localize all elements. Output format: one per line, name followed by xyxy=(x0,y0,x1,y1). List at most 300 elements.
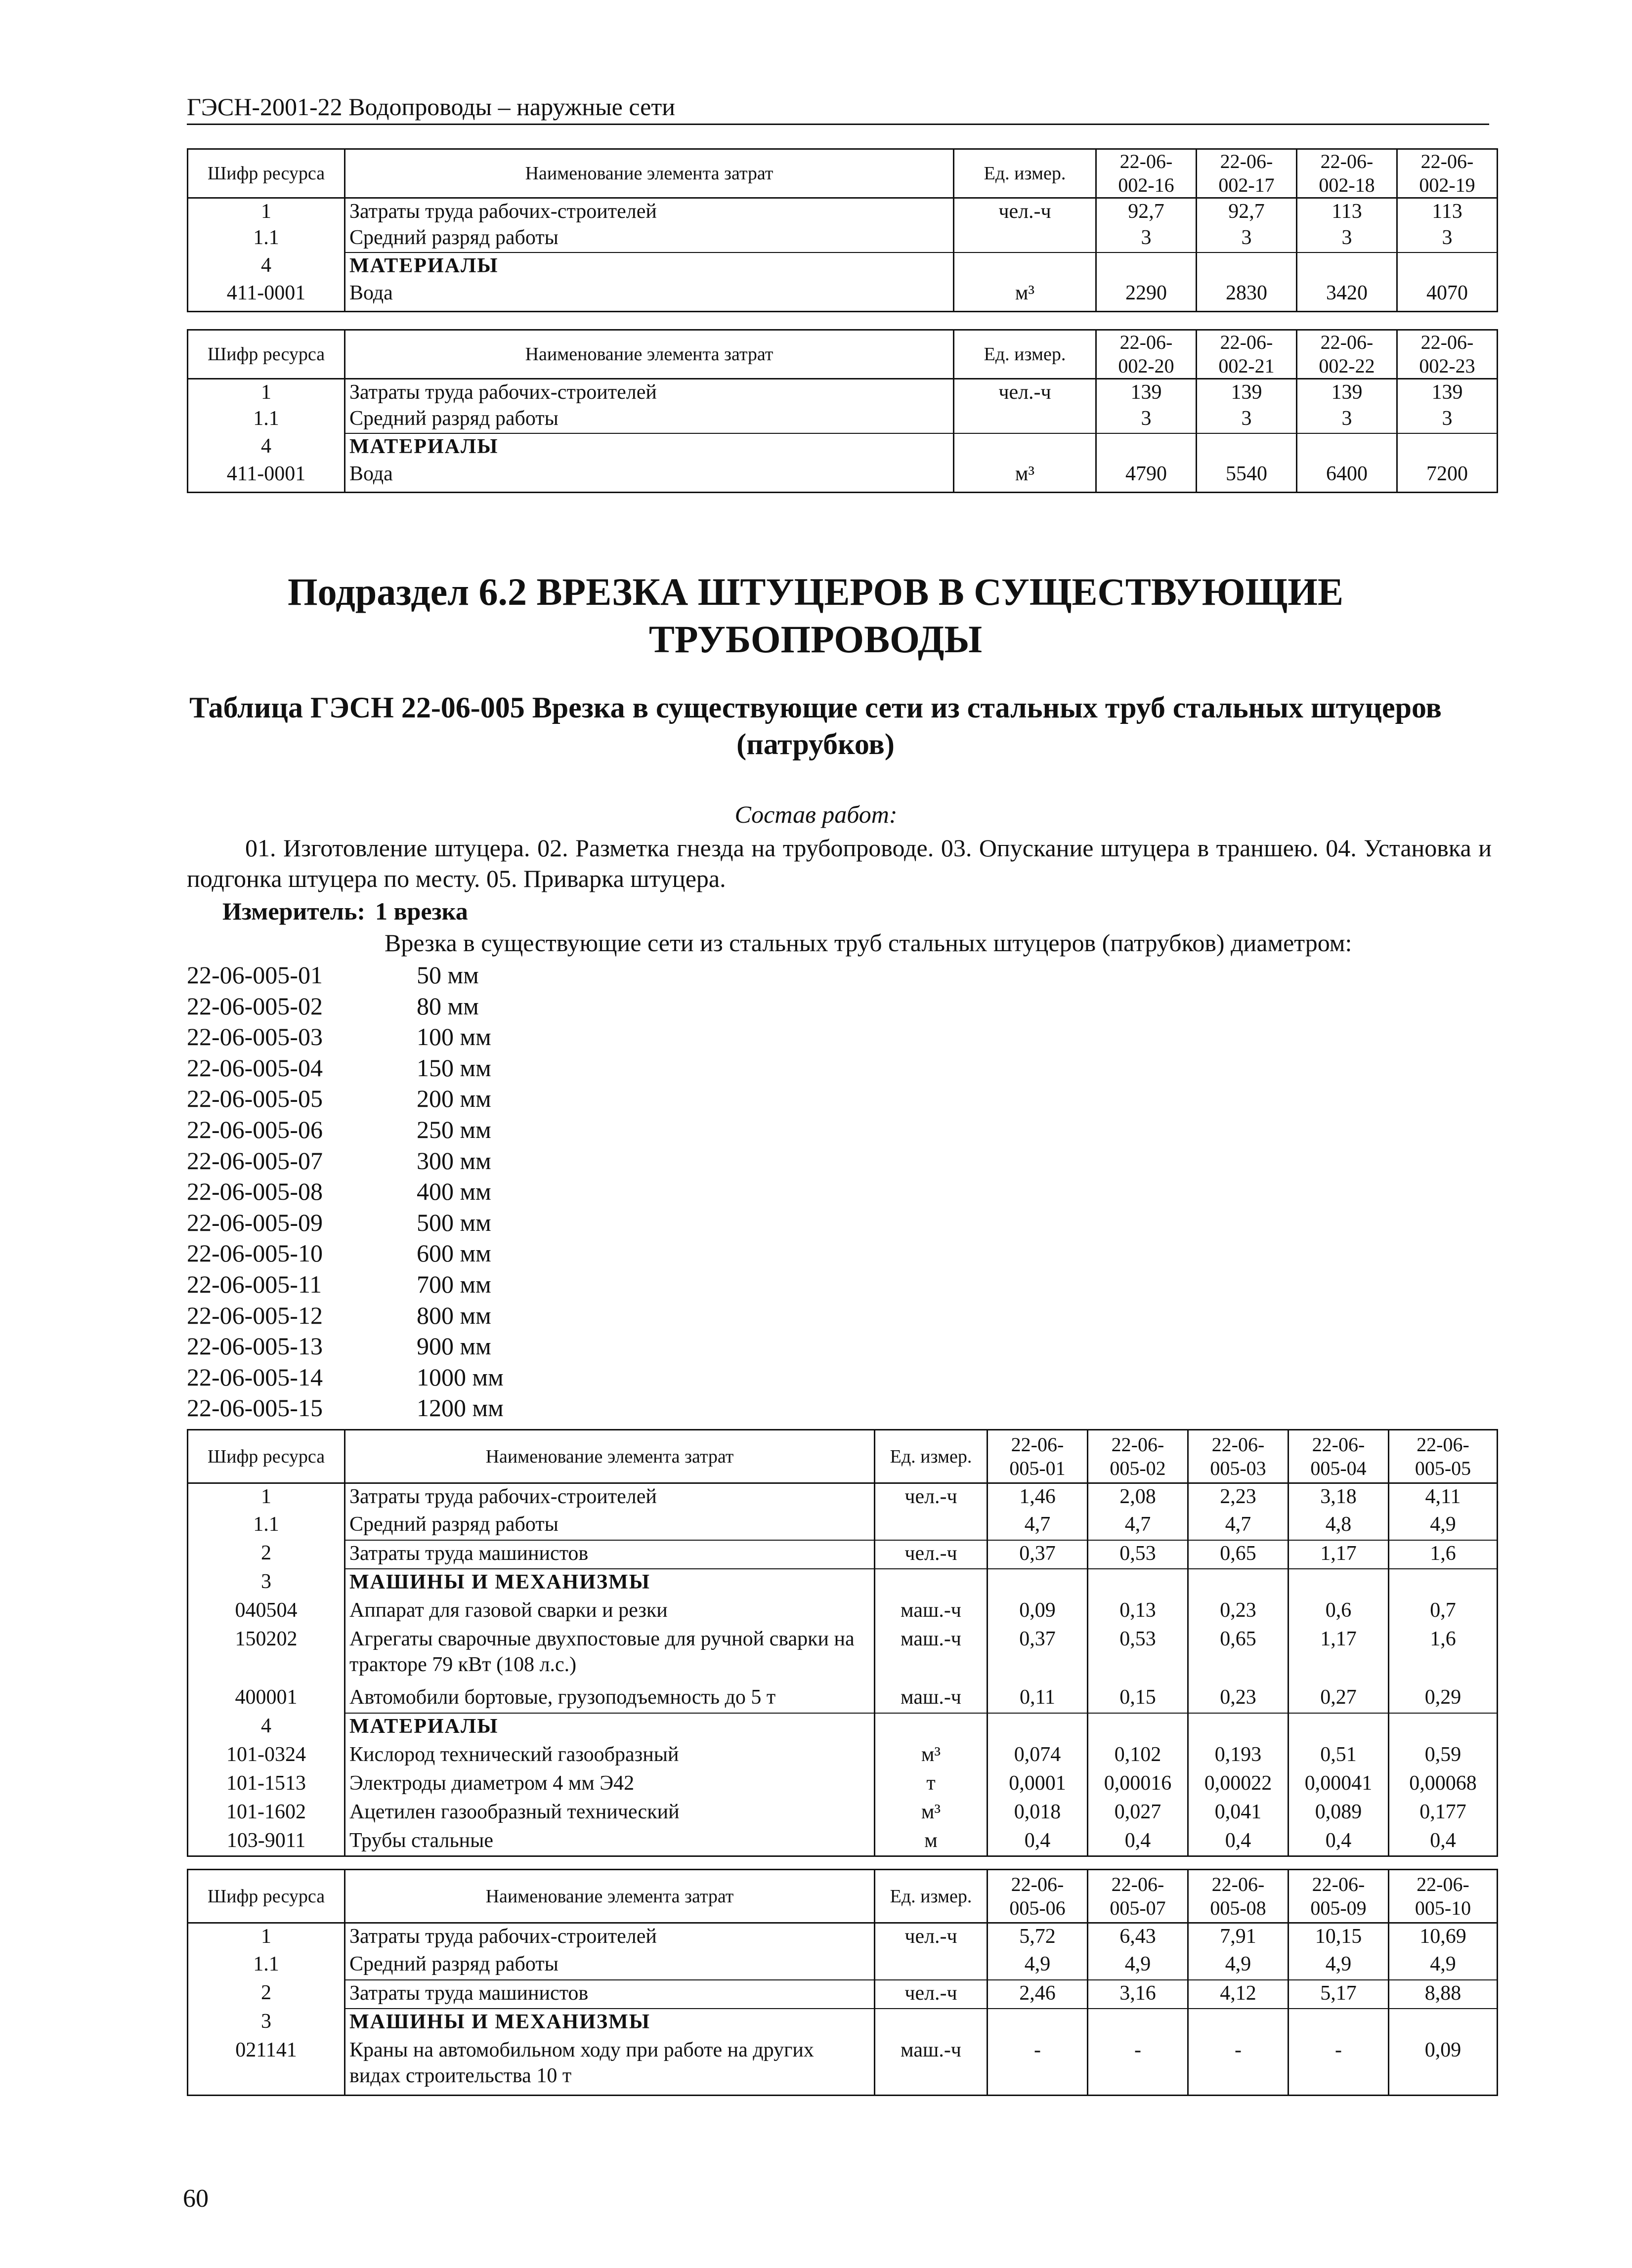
row-code: 021141 xyxy=(188,2037,345,2096)
table-row xyxy=(188,1483,1498,1512)
diameter-code: 22-06-005-12 xyxy=(187,1301,323,1329)
row-code: 4 xyxy=(188,433,345,461)
diameter-size: 600 мм xyxy=(417,1239,491,1267)
row-value: 2290 xyxy=(1096,280,1197,312)
row-name: Затраты труда рабочих-строителей xyxy=(345,1483,875,1512)
header-code: Шифр ресурса xyxy=(188,330,345,379)
diameter-code: 22-06-005-07 xyxy=(187,1146,323,1175)
row-value: 7,91 xyxy=(1188,1923,1288,1951)
diameter-list xyxy=(187,960,504,1424)
diameter-size: 250 мм xyxy=(417,1115,491,1143)
header-norm-code: 22-06- 002-19 xyxy=(1397,149,1498,198)
row-name: Затраты труда рабочих-строителей xyxy=(345,379,954,406)
row-value: 4,7 xyxy=(1088,1512,1188,1540)
row-name: Средний разряд работы xyxy=(345,406,954,433)
header-norm-code: 22-06- 002-16 xyxy=(1096,149,1197,198)
row-value: 0,37 xyxy=(988,1540,1088,1569)
row-name: Трубы стальные xyxy=(345,1828,875,1856)
row-unit: чел.-ч xyxy=(875,1483,988,1512)
table-row xyxy=(188,1569,1498,1597)
diameter-row xyxy=(187,1021,504,1052)
header-norm-code: 22-06- 005-08 xyxy=(1188,1870,1288,1923)
row-value: 0,4 xyxy=(1389,1828,1498,1856)
diameter-row xyxy=(187,1207,504,1238)
row-value: 1,17 xyxy=(1288,1626,1389,1684)
row-value: - xyxy=(988,2037,1088,2096)
table-row xyxy=(188,198,1498,225)
diameter-code: 22-06-005-13 xyxy=(187,1332,323,1360)
diameter-size: 150 мм xyxy=(417,1053,491,1082)
table-row xyxy=(188,280,1498,312)
row-name: Автомобили бортовые, грузоподъемность до 5 т xyxy=(345,1684,875,1713)
row-value: 0,23 xyxy=(1188,1684,1288,1713)
diameter-row xyxy=(187,1362,504,1393)
diameter-row xyxy=(187,1176,504,1207)
header-norm-code: 22-06- 005-06 xyxy=(988,1870,1088,1923)
diameter-row xyxy=(187,1238,504,1269)
row-value: 3 xyxy=(1397,225,1498,252)
row-code: 4 xyxy=(188,1713,345,1742)
row-value: 2,23 xyxy=(1188,1483,1288,1512)
row-value xyxy=(1288,2009,1389,2037)
row-name: Вода xyxy=(345,280,954,312)
row-value: 3,18 xyxy=(1288,1483,1389,1512)
row-value: 113 xyxy=(1397,198,1498,225)
row-value: 0,65 xyxy=(1188,1626,1288,1684)
header-name: Наименование элемента затрат xyxy=(345,149,954,198)
row-value: 0,00041 xyxy=(1288,1770,1389,1799)
row-code: 2 xyxy=(188,1980,345,2009)
diameter-size: 1000 мм xyxy=(417,1363,504,1391)
diameter-code: 22-06-005-02 xyxy=(187,992,323,1020)
row-code: 1 xyxy=(188,1923,345,1951)
row-unit: маш.-ч xyxy=(875,2037,988,2096)
header-norm-code: 22-06- 005-01 xyxy=(988,1430,1088,1483)
row-value: 3420 xyxy=(1297,280,1397,312)
row-value: 0,13 xyxy=(1088,1597,1188,1626)
diameter-code: 22-06-005-08 xyxy=(187,1177,323,1206)
row-unit xyxy=(954,252,1096,280)
row-unit: м xyxy=(875,1828,988,1856)
diameter-code: 22-06-005-11 xyxy=(187,1270,322,1298)
row-value: 1,46 xyxy=(988,1483,1088,1512)
row-value: 139 xyxy=(1197,379,1297,406)
cost-table-2 xyxy=(187,329,1498,493)
header-name: Наименование элемента затрат xyxy=(345,330,954,379)
row-value: 0,0001 xyxy=(988,1770,1088,1799)
diameter-size: 80 мм xyxy=(417,992,479,1020)
row-value: 4,9 xyxy=(1389,1951,1498,1980)
row-value: 0,4 xyxy=(1288,1828,1389,1856)
row-value: 0,4 xyxy=(988,1828,1088,1856)
header-norm-code: 22-06- 002-22 xyxy=(1297,330,1397,379)
row-value: 92,7 xyxy=(1096,198,1197,225)
diameter-size: 200 мм xyxy=(417,1085,491,1113)
row-value xyxy=(1397,252,1498,280)
row-value: - xyxy=(1288,2037,1389,2096)
row-code: 1 xyxy=(188,198,345,225)
row-code: 101-1602 xyxy=(188,1799,345,1828)
row-unit xyxy=(954,406,1096,433)
row-unit: м³ xyxy=(954,280,1096,312)
row-value xyxy=(1288,1569,1389,1597)
row-value xyxy=(1297,252,1397,280)
row-value: 3 xyxy=(1397,406,1498,433)
table-row xyxy=(188,1540,1498,1569)
row-unit: чел.-ч xyxy=(954,198,1096,225)
header-norm-code: 22-06- 002-17 xyxy=(1197,149,1297,198)
table-header-row xyxy=(188,1870,1498,1923)
header-norm-code: 22-06- 002-23 xyxy=(1397,330,1498,379)
table-row xyxy=(188,1626,1498,1684)
row-code: 150202 xyxy=(188,1626,345,1684)
row-value: 4070 xyxy=(1397,280,1498,312)
row-code: 1.1 xyxy=(188,406,345,433)
row-code: 1 xyxy=(188,1483,345,1512)
row-code: 101-0324 xyxy=(188,1742,345,1770)
row-name: Краны на автомобильном ходу при работе на других видах строительства 10 т xyxy=(345,2037,875,2096)
page-number: 60 xyxy=(183,2184,209,2213)
row-unit: м³ xyxy=(875,1742,988,1770)
row-value: 8,88 xyxy=(1389,1980,1498,2009)
row-name: Аппарат для газовой сварки и резки xyxy=(345,1597,875,1626)
row-code: 411-0001 xyxy=(188,461,345,493)
row-value xyxy=(988,1569,1088,1597)
row-name: Затраты труда рабочих-строителей xyxy=(345,198,954,225)
row-value xyxy=(1096,252,1197,280)
row-value xyxy=(1197,252,1297,280)
subsection-title: Подраздел 6.2 ВРЕЗКА ШТУЦЕРОВ В СУЩЕСТВУЮЩИЕ ТРУБОПРОВОДЫ xyxy=(288,570,1343,661)
row-name: МАТЕРИАЛЫ xyxy=(345,433,954,461)
row-value: 0,00022 xyxy=(1188,1770,1288,1799)
row-value xyxy=(1088,2009,1188,2037)
row-value: 10,69 xyxy=(1389,1923,1498,1951)
composition-text: 01. Изготовление штуцера. 02. Разметка гнезда на трубопроводе. 03. Опускание штуцера в траншею. 04. Установка и подгонка штуцера по месту. 05. Приварка штуцера. xyxy=(187,834,1492,892)
header-norm-code: 22-06- 002-18 xyxy=(1297,149,1397,198)
row-name: Агрегаты сварочные двухпостовые для ручной сварки на тракторе 79 кВт (108 л.с.) xyxy=(345,1626,875,1684)
row-value: 7200 xyxy=(1397,461,1498,493)
row-value: 0,15 xyxy=(1088,1684,1188,1713)
row-value: 0,177 xyxy=(1389,1799,1498,1828)
row-value: 139 xyxy=(1397,379,1498,406)
row-value: 0,51 xyxy=(1288,1742,1389,1770)
table-row xyxy=(188,252,1498,280)
cost-table-3 xyxy=(187,1429,1498,1857)
row-value: 3 xyxy=(1197,225,1297,252)
row-value xyxy=(1197,433,1297,461)
row-value: 2830 xyxy=(1197,280,1297,312)
row-unit: маш.-ч xyxy=(875,1684,988,1713)
row-value: 5,17 xyxy=(1288,1980,1389,2009)
row-value: 4,7 xyxy=(988,1512,1088,1540)
row-value: 0,089 xyxy=(1288,1799,1389,1828)
row-code: 1 xyxy=(188,379,345,406)
table-row xyxy=(188,1684,1498,1713)
header-unit: Ед. измер. xyxy=(954,149,1096,198)
meter-label: Измеритель: xyxy=(222,897,366,925)
row-code: 1.1 xyxy=(188,1951,345,1980)
diameter-row xyxy=(187,1145,504,1176)
row-value: 0,09 xyxy=(988,1597,1088,1626)
row-value xyxy=(1088,1569,1188,1597)
header-name: Наименование элемента затрат xyxy=(345,1430,875,1483)
diameter-row xyxy=(187,1114,504,1145)
row-unit: чел.-ч xyxy=(875,1980,988,2009)
header-norm-code: 22-06- 005-09 xyxy=(1288,1870,1389,1923)
row-code: 103-9011 xyxy=(188,1828,345,1856)
row-value: 2,46 xyxy=(988,1980,1088,2009)
header-code: Шифр ресурса xyxy=(188,149,345,198)
row-value: 113 xyxy=(1297,198,1397,225)
header-norm-code: 22-06- 005-02 xyxy=(1088,1430,1188,1483)
row-value xyxy=(1188,1713,1288,1742)
row-value: 0,018 xyxy=(988,1799,1088,1828)
row-unit xyxy=(875,1569,988,1597)
diameter-code: 22-06-005-14 xyxy=(187,1363,323,1391)
row-name: Средний разряд работы xyxy=(345,1512,875,1540)
row-value xyxy=(1389,1569,1498,1597)
header-name: Наименование элемента затрат xyxy=(345,1870,875,1923)
diameter-code: 22-06-005-15 xyxy=(187,1394,323,1422)
diameter-code: 22-06-005-04 xyxy=(187,1053,323,1082)
row-name: Кислород технический газообразный xyxy=(345,1742,875,1770)
diameter-size: 500 мм xyxy=(417,1208,491,1236)
diameter-code: 22-06-005-06 xyxy=(187,1115,323,1143)
row-value: 0,4 xyxy=(1188,1828,1288,1856)
table-row xyxy=(188,2009,1498,2037)
row-value: 0,11 xyxy=(988,1684,1088,1713)
row-value xyxy=(988,1713,1088,1742)
table-row xyxy=(188,1923,1498,1951)
row-value: 4790 xyxy=(1096,461,1197,493)
row-value: 3 xyxy=(1297,406,1397,433)
header-code: Шифр ресурса xyxy=(188,1870,345,1923)
header-unit: Ед. измер. xyxy=(954,330,1096,379)
header-norm-code: 22-06- 005-07 xyxy=(1088,1870,1188,1923)
row-name: Ацетилен газообразный технический xyxy=(345,1799,875,1828)
row-unit xyxy=(954,433,1096,461)
row-code: 4 xyxy=(188,252,345,280)
row-value: 2,08 xyxy=(1088,1483,1188,1512)
row-unit: чел.-ч xyxy=(954,379,1096,406)
row-value: 0,074 xyxy=(988,1742,1088,1770)
running-header: ГЭСН-2001-22 Водопроводы – наружные сети xyxy=(187,92,1489,125)
diameter-row xyxy=(187,1052,504,1084)
diameter-row xyxy=(187,960,504,991)
table-row xyxy=(188,406,1498,433)
row-value: 6,43 xyxy=(1088,1923,1188,1951)
header-unit: Ед. измер. xyxy=(875,1870,988,1923)
row-value xyxy=(1389,1713,1498,1742)
row-value: 4,9 xyxy=(1188,1951,1288,1980)
row-code: 040504 xyxy=(188,1597,345,1626)
composition-heading: Состав работ: xyxy=(734,800,898,828)
row-unit xyxy=(954,225,1096,252)
table-row xyxy=(188,461,1498,493)
row-code: 2 xyxy=(188,1540,345,1569)
table-row xyxy=(188,1597,1498,1626)
table-row xyxy=(188,225,1498,252)
row-value: 3 xyxy=(1096,406,1197,433)
table-row xyxy=(188,2037,1498,2096)
row-unit: м³ xyxy=(875,1799,988,1828)
row-value: 4,9 xyxy=(1288,1951,1389,1980)
diameter-code: 22-06-005-03 xyxy=(187,1023,323,1051)
diameter-size: 700 мм xyxy=(417,1270,491,1298)
row-value: 4,7 xyxy=(1188,1512,1288,1540)
header-norm-code: 22-06- 002-20 xyxy=(1096,330,1197,379)
row-value: 0,00016 xyxy=(1088,1770,1188,1799)
row-value: 0,00068 xyxy=(1389,1770,1498,1799)
table-row xyxy=(188,1742,1498,1770)
row-value: 0,53 xyxy=(1088,1626,1188,1684)
row-unit xyxy=(875,1713,988,1742)
diameter-code: 22-06-005-05 xyxy=(187,1085,323,1113)
row-unit xyxy=(875,2009,988,2037)
diameter-size: 800 мм xyxy=(417,1301,491,1329)
table-row xyxy=(188,433,1498,461)
row-unit xyxy=(875,1512,988,1540)
row-unit: чел.-ч xyxy=(875,1923,988,1951)
row-value: 0,23 xyxy=(1188,1597,1288,1626)
diameter-row xyxy=(187,1300,504,1331)
row-value: 1,6 xyxy=(1389,1626,1498,1684)
header-norm-code: 22-06- 005-03 xyxy=(1188,1430,1288,1483)
row-unit xyxy=(875,1951,988,1980)
row-value: 4,9 xyxy=(988,1951,1088,1980)
meter-value: 1 врезка xyxy=(375,897,468,925)
row-value: 0,7 xyxy=(1389,1597,1498,1626)
row-value xyxy=(988,2009,1088,2037)
row-unit: маш.-ч xyxy=(875,1626,988,1684)
row-code: 1.1 xyxy=(188,225,345,252)
diameter-size: 50 мм xyxy=(417,961,479,989)
table-row xyxy=(188,1512,1498,1540)
row-value: 0,4 xyxy=(1088,1828,1188,1856)
row-name: МАТЕРИАЛЫ xyxy=(345,252,954,280)
table-row xyxy=(188,1980,1498,2009)
row-code: 101-1513 xyxy=(188,1770,345,1799)
row-name: Затраты труда машинистов xyxy=(345,1540,875,1569)
row-unit: маш.-ч xyxy=(875,1597,988,1626)
row-code: 411-0001 xyxy=(188,280,345,312)
diameter-size: 400 мм xyxy=(417,1177,491,1206)
row-name: МАШИНЫ И МЕХАНИЗМЫ xyxy=(345,2009,875,2037)
table-header-row xyxy=(188,149,1498,198)
diameter-row xyxy=(187,1331,504,1362)
row-value: 3 xyxy=(1197,406,1297,433)
row-value xyxy=(1397,433,1498,461)
row-value: 0,29 xyxy=(1389,1684,1498,1713)
row-value: - xyxy=(1088,2037,1188,2096)
row-name: МАТЕРИАЛЫ xyxy=(345,1713,875,1742)
diameter-row xyxy=(187,991,504,1022)
row-value: 6400 xyxy=(1297,461,1397,493)
header-code: Шифр ресурса xyxy=(188,1430,345,1483)
row-value: 139 xyxy=(1297,379,1397,406)
meter-line xyxy=(222,896,468,926)
table-title: Таблица ГЭСН 22-06-005 Врезка в существующие сети из стальных труб стальных штуцеров (патрубков) xyxy=(189,691,1442,760)
diameter-row xyxy=(187,1269,504,1300)
row-value: 4,9 xyxy=(1389,1512,1498,1540)
header-unit: Ед. измер. xyxy=(875,1430,988,1483)
row-name: Электроды диаметром 4 мм Э42 xyxy=(345,1770,875,1799)
row-value: 1,6 xyxy=(1389,1540,1498,1569)
diameter-row xyxy=(187,1083,504,1114)
row-value: 4,12 xyxy=(1188,1980,1288,2009)
row-value: 5,72 xyxy=(988,1923,1088,1951)
row-value: 4,11 xyxy=(1389,1483,1498,1512)
diameter-size: 1200 мм xyxy=(417,1394,504,1422)
diameter-size: 100 мм xyxy=(417,1023,491,1051)
header-norm-code: 22-06- 002-21 xyxy=(1197,330,1297,379)
row-code: 400001 xyxy=(188,1684,345,1713)
diameter-row xyxy=(187,1392,504,1424)
table-header-row xyxy=(188,330,1498,379)
row-value: 4,8 xyxy=(1288,1512,1389,1540)
row-name: Средний разряд работы xyxy=(345,225,954,252)
row-code: 3 xyxy=(188,1569,345,1597)
diameter-code: 22-06-005-01 xyxy=(187,961,323,989)
row-value: 0,193 xyxy=(1188,1742,1288,1770)
row-name: Затраты труда машинистов xyxy=(345,1980,875,2009)
row-value xyxy=(1288,1713,1389,1742)
table-row xyxy=(188,379,1498,406)
table-row xyxy=(188,1770,1498,1799)
row-name: Средний разряд работы xyxy=(345,1951,875,1980)
row-value xyxy=(1188,1569,1288,1597)
row-value: 0,37 xyxy=(988,1626,1088,1684)
table-row xyxy=(188,1799,1498,1828)
row-value: 0,27 xyxy=(1288,1684,1389,1713)
row-name: МАШИНЫ И МЕХАНИЗМЫ xyxy=(345,1569,875,1597)
row-value: 0,09 xyxy=(1389,2037,1498,2096)
row-value: 139 xyxy=(1096,379,1197,406)
row-unit: т xyxy=(875,1770,988,1799)
row-unit: м³ xyxy=(954,461,1096,493)
diameter-code: 22-06-005-09 xyxy=(187,1208,323,1236)
row-value xyxy=(1188,2009,1288,2037)
row-value: 92,7 xyxy=(1197,198,1297,225)
row-value: 0,53 xyxy=(1088,1540,1188,1569)
row-value: 3,16 xyxy=(1088,1980,1188,2009)
table-row xyxy=(188,1713,1498,1742)
row-value xyxy=(1389,2009,1498,2037)
diameter-size: 900 мм xyxy=(417,1332,491,1360)
row-name: Затраты труда рабочих-строителей xyxy=(345,1923,875,1951)
table-row xyxy=(188,1828,1498,1856)
row-value: 0,6 xyxy=(1288,1597,1389,1626)
row-value: 0,102 xyxy=(1088,1742,1188,1770)
row-value xyxy=(1088,1713,1188,1742)
table-header-row xyxy=(188,1430,1498,1483)
row-value: 3 xyxy=(1096,225,1197,252)
row-unit: чел.-ч xyxy=(875,1540,988,1569)
header-norm-code: 22-06- 005-05 xyxy=(1389,1430,1498,1483)
diameter-size: 300 мм xyxy=(417,1146,491,1175)
diameters-intro: Врезка в существующие сети из стальных труб стальных штуцеров (патрубков) диаметром: xyxy=(385,929,1352,957)
row-value: 0,59 xyxy=(1389,1742,1498,1770)
row-value: 3 xyxy=(1297,225,1397,252)
row-name: Вода xyxy=(345,461,954,493)
cost-table-4 xyxy=(187,1869,1498,2096)
diameter-code: 22-06-005-10 xyxy=(187,1239,323,1267)
header-norm-code: 22-06- 005-04 xyxy=(1288,1430,1389,1483)
row-value xyxy=(1297,433,1397,461)
row-value: 1,17 xyxy=(1288,1540,1389,1569)
row-code: 3 xyxy=(188,2009,345,2037)
row-value: 0,041 xyxy=(1188,1799,1288,1828)
